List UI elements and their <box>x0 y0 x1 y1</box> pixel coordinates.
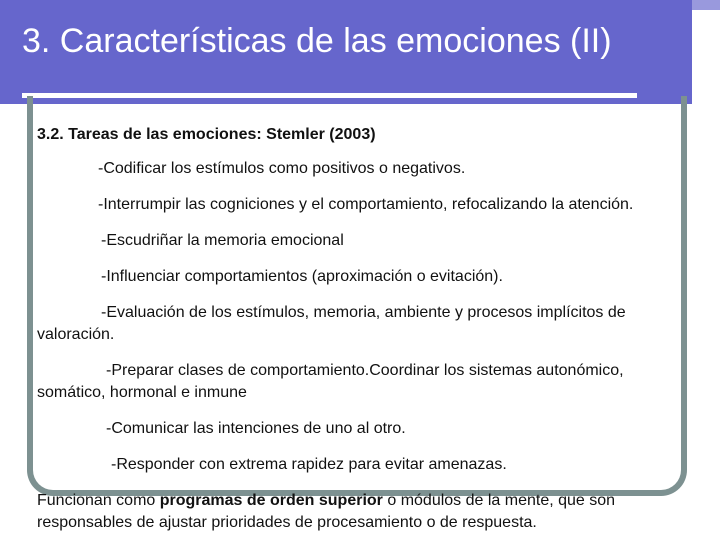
task-item: -Preparar clases de comportamiento.Coordinar los sistemas autonómico, somático, hormonal e inmune <box>37 362 624 401</box>
task-item: -Influenciar comportamientos (aproximación o evitación). <box>101 268 503 285</box>
task-item: -Evaluación de los estímulos, memoria, ambiente y procesos implícitos de valoración. <box>37 304 626 343</box>
footer-text-start: Funcionan como <box>37 492 160 509</box>
footer-paragraph <box>37 490 637 534</box>
task-item: -Escudriñar la memoria emocional <box>101 232 344 249</box>
task-item: -Comunicar las intenciones de uno al otro. <box>106 420 406 437</box>
footer-text-end: o módulos de la mente, que son responsables de ajustar prioridades de procesamiento o de respuesta. <box>37 492 616 531</box>
task-item: -Codificar los estímulos como positivos o negativos. <box>98 160 466 177</box>
slide-body <box>37 124 637 540</box>
task-item: -Responder con extrema rapidez para evitar amenazas. <box>111 456 507 473</box>
footer-emphasis: programas de orden superior <box>159 492 383 509</box>
task-item: -Interrumpir las cogniciones y el comportamiento, refocalizando la atención. <box>98 196 634 213</box>
section-subtitle: 3.2. Tareas de las emociones: Stemler (2003) <box>37 126 376 143</box>
slide-title: 3. Características de las emociones (II) <box>22 22 612 60</box>
corner-decoration <box>692 0 720 10</box>
